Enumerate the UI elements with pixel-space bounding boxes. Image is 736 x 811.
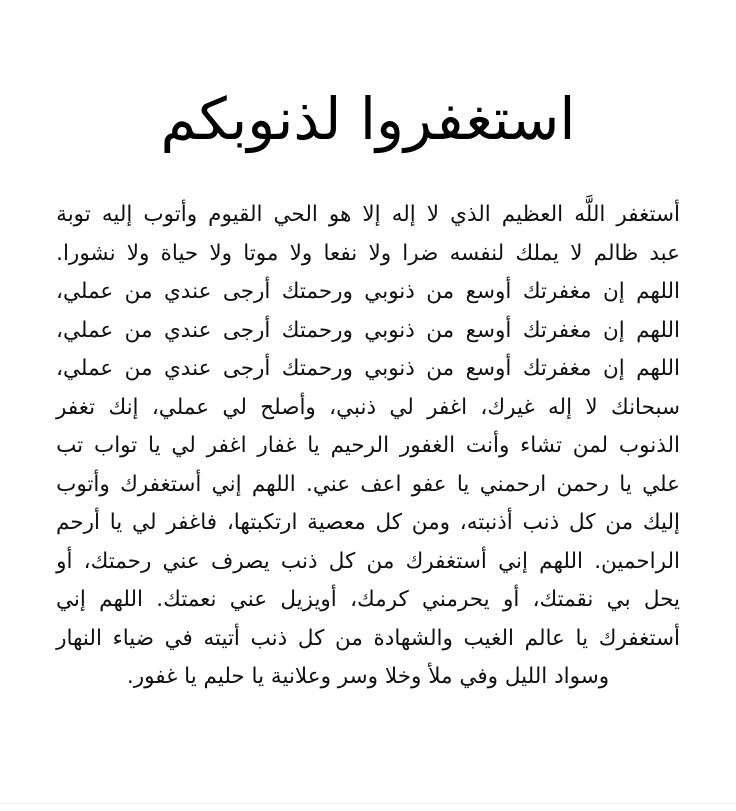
word: عندي — [163, 317, 212, 343]
word: كرمك، — [350, 587, 409, 612]
word: إنك — [108, 394, 139, 420]
word: لي — [222, 394, 247, 420]
word: نقمتك، — [532, 587, 594, 612]
word: نشورا. — [56, 240, 116, 266]
word: يا — [619, 471, 632, 497]
word: يا — [307, 433, 320, 458]
word: توبة — [56, 202, 91, 227]
word: وأصلح — [260, 394, 316, 420]
text-line — [56, 312, 680, 351]
word: الحي — [273, 202, 318, 227]
word: غفار — [257, 433, 297, 458]
footer-divider — [0, 803, 736, 804]
word: رحمتك، — [83, 548, 152, 574]
word: كل — [375, 510, 403, 535]
word: ضياء — [112, 625, 154, 651]
word: إله — [548, 394, 573, 420]
word: اللَّه — [574, 202, 606, 227]
word: من — [124, 279, 153, 304]
text-line — [56, 504, 680, 543]
text-line — [56, 620, 680, 659]
word: القيوم — [208, 202, 263, 227]
word: علي — [642, 471, 680, 497]
word: أويزيل — [280, 587, 337, 612]
word: هو — [328, 202, 352, 227]
word: أتيته — [203, 625, 240, 651]
word: حياة — [160, 240, 199, 266]
word: مغفرتك — [522, 356, 592, 381]
word: موتا — [243, 240, 279, 266]
word: من — [426, 279, 455, 304]
word: عملي، — [56, 356, 114, 381]
word: أرجى — [222, 279, 271, 304]
word: إن — [602, 317, 625, 343]
text-line — [56, 235, 680, 274]
word: أستغفرك — [598, 625, 680, 651]
text-line — [56, 196, 680, 235]
word: وأنت — [465, 433, 510, 458]
body-text — [56, 196, 680, 697]
word: ولا — [126, 240, 150, 266]
word: عني. — [306, 471, 351, 497]
text-line — [56, 543, 680, 582]
word: فاغفر — [166, 510, 218, 535]
word: إني — [211, 471, 242, 497]
word: اغفر — [206, 433, 247, 458]
word: من — [334, 625, 363, 651]
word: ذنوبي — [364, 317, 415, 343]
word: أستغفرك — [120, 471, 202, 497]
word: إليك — [642, 510, 680, 535]
word: العظيم — [501, 202, 564, 227]
word: ولا — [289, 240, 313, 266]
word: لمن — [572, 433, 609, 458]
text-line — [56, 581, 680, 620]
text-line — [56, 658, 680, 697]
word: ورحمتك — [281, 356, 353, 381]
word: مغفرتك — [522, 317, 592, 343]
word: اللهم — [636, 356, 680, 381]
word: لي — [389, 394, 414, 420]
word: كل — [297, 625, 325, 651]
line-text: وسواد الليل وفي ملأ وخلا وسر وعلانية يا حليم يا غفور. — [126, 664, 610, 689]
word: والشهادة — [373, 625, 453, 651]
word: أوسع — [465, 279, 512, 304]
word: يا — [109, 510, 123, 535]
word: معصية — [307, 510, 366, 535]
word: ولا — [209, 240, 233, 266]
word: يملك — [515, 240, 560, 266]
word: النهار — [56, 625, 102, 651]
word: الذي — [450, 202, 491, 227]
word: اللهم — [251, 471, 296, 497]
word: ذنب — [522, 510, 560, 535]
word: ذنوبي — [364, 356, 415, 381]
word: ومن — [411, 510, 451, 535]
word: من — [124, 356, 153, 381]
word: يحل — [643, 587, 680, 612]
word: عبد — [649, 240, 680, 266]
text-line — [56, 350, 680, 389]
word: ذنب — [280, 548, 318, 574]
word: ارتكبتها، — [226, 510, 298, 535]
word: من — [426, 356, 455, 381]
word: إن — [602, 279, 625, 304]
word: من — [426, 317, 455, 343]
text-line — [56, 273, 680, 312]
word: إني — [498, 548, 528, 574]
word: ضرا — [402, 240, 439, 266]
word: غيرك، — [480, 394, 535, 420]
word: أستغفرك — [405, 548, 487, 574]
word: إني — [56, 587, 86, 612]
word: إن — [602, 356, 625, 381]
word: عني — [229, 587, 268, 612]
word: أوسع — [465, 317, 512, 343]
word: عملي، — [151, 394, 210, 420]
word: وأتوب — [143, 202, 198, 227]
word: الغيب — [463, 625, 515, 651]
word: تغفر — [56, 394, 96, 420]
word: ولا — [368, 240, 392, 266]
word: كل — [328, 548, 356, 574]
word: أرحم — [56, 510, 100, 535]
word: لنفسه — [449, 240, 505, 266]
word: لي — [171, 433, 196, 458]
word: مغفرتك — [522, 279, 592, 304]
word: ورحمتك — [281, 317, 353, 343]
page-title: استغفروا لذنوبكم — [160, 84, 576, 153]
word: الرحيم — [330, 433, 390, 458]
word: اللهم — [636, 279, 680, 304]
word: إليه — [101, 202, 133, 227]
word: ذنبي، — [329, 394, 377, 420]
word: ورحمتك — [281, 279, 353, 304]
word: وأتوب — [56, 471, 110, 497]
word: اللهم — [539, 548, 584, 574]
word: عفو — [411, 471, 447, 497]
word: لي — [132, 510, 157, 535]
word: عملي، — [56, 279, 114, 304]
word: أرجى — [222, 356, 271, 381]
word: نفعا — [323, 240, 358, 266]
word: نعمتك. — [156, 587, 217, 612]
text-line — [56, 389, 680, 428]
word: يحرمني — [422, 587, 490, 612]
word: تواب — [93, 433, 138, 458]
word: سبحانك — [610, 394, 680, 420]
word: الذنوب — [618, 433, 680, 458]
word: أو — [502, 587, 520, 612]
word: من — [124, 317, 153, 343]
word: اعف — [360, 471, 402, 497]
word: إله — [391, 202, 416, 227]
word: عالم — [524, 625, 565, 651]
word: تب — [56, 433, 84, 458]
word: رحمن — [556, 471, 609, 497]
word: لا — [570, 240, 583, 266]
word: اغفر — [427, 394, 468, 420]
word: يصرف — [210, 548, 270, 574]
word: في — [164, 625, 193, 651]
word: إلا — [362, 202, 381, 227]
word: كل — [568, 510, 596, 535]
text-line — [56, 466, 680, 505]
word: أستغفر — [616, 202, 680, 227]
word: عندي — [163, 279, 212, 304]
word: اللهم — [99, 587, 144, 612]
word: عني — [162, 548, 200, 574]
word: بي — [606, 587, 631, 612]
word: يا — [456, 471, 470, 497]
word: تشاء — [520, 433, 562, 458]
word: ظالم — [593, 240, 639, 266]
word: الراحمين. — [594, 548, 680, 574]
word: الغفور — [399, 433, 456, 458]
word: لا — [585, 394, 598, 420]
word: ذنوبي — [364, 279, 415, 304]
word: اللهم — [636, 317, 680, 343]
word: عملي، — [56, 317, 114, 343]
word: ارحمني — [479, 471, 547, 497]
word: لا — [426, 202, 440, 227]
word: ذنب — [250, 625, 288, 651]
word: أرجى — [222, 317, 271, 343]
word: أوسع — [465, 356, 512, 381]
word: يا — [148, 433, 161, 458]
text-line — [56, 427, 680, 466]
word: أو — [56, 548, 73, 574]
word: من — [366, 548, 395, 574]
word: يا — [575, 625, 589, 651]
word: أذنبته، — [459, 510, 513, 535]
word: عندي — [163, 356, 212, 381]
word: من — [605, 510, 634, 535]
